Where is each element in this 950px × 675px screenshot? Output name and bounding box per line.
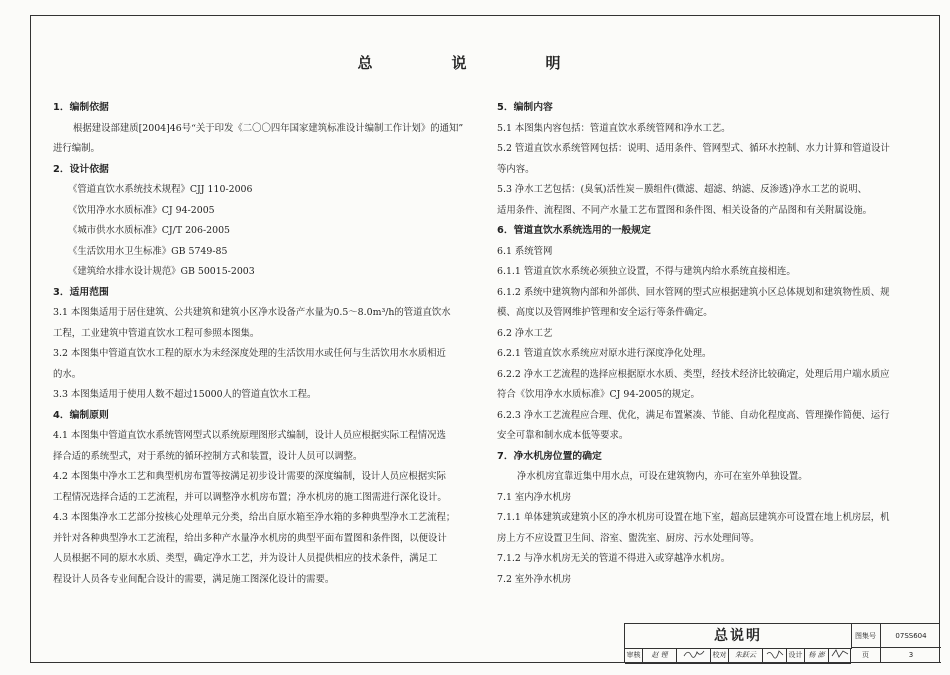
- paragraph-line: 5.2 管道直饮水系统管网包括：说明、适用条件、管网型式、循环水控制、水力计算和管道设计: [497, 143, 890, 154]
- paragraph-line: 符合《饮用净水水质标准》CJ 94-2005的规定。: [497, 389, 700, 400]
- paragraph-line: 3.1 本图集适用于居住建筑、公共建筑和建筑小区净水设备产水量为0.5～8.0m³/h的管道直饮水: [53, 307, 451, 318]
- paragraph-line: 4.2 本图集中净水工艺和典型机房布置等按满足初步设计需要的深度编制，设计人员应根据实际: [53, 471, 446, 482]
- reference-line: 《建筑给水排水设计规范》GB 50015-2003: [68, 266, 255, 277]
- paragraph-line: 并针对各种典型净水工艺流程，给出多种产水量净水机房的典型平面布置图和条件图，以便设计: [53, 532, 447, 544]
- paragraph-line: 安全可靠和制水成本低等要求。: [497, 430, 629, 441]
- paragraph-line: 模、高度以及管网维护管理和安全运行等条件确定。: [497, 307, 713, 318]
- paragraph-line: 6.2.3 净水工艺流程应合理、优化，满足布置紧凑、节能、自动化程度高、管理操作简便、运行: [497, 409, 890, 421]
- paragraph-line: 进行编制。: [53, 143, 100, 154]
- reference-line: 《管道直饮水系统技术规程》CJJ 110-2006: [68, 184, 253, 195]
- reference-line: 《城市供水水质标准》CJ/T 206-2005: [68, 225, 230, 236]
- atlas-number-label: 图集号: [851, 624, 881, 648]
- page-title: 总 说 明: [357, 54, 593, 72]
- reference-line: 《生活饮用水卫生标准》GB 5749-85: [68, 245, 228, 257]
- reference-line: 《饮用净水水质标准》CJ 94-2005: [68, 204, 215, 216]
- section-heading: 5．编制内容: [497, 102, 553, 113]
- checker-name: 朱跃云: [729, 648, 763, 663]
- paragraph-line: 5.1 本图集内容包括：管道直饮水系统管网和净水工艺。: [497, 122, 731, 134]
- section-heading: 4．编制原则: [53, 409, 109, 421]
- paragraph-line: 适用条件、流程图、不同产水量工艺布置图和条件图、相关设备的产品图和有关附属设施。: [497, 204, 873, 216]
- section-heading: 7．净水机房位置的确定: [497, 450, 602, 462]
- reviewer-signature: [677, 648, 711, 663]
- paragraph-line: 择合适的系统型式，对于系统的循环控制方式和装置，设计人员可以调整。: [53, 450, 363, 462]
- paragraph-line: 人员根据不同的原水水质、类型，确定净水工艺，并为设计人员提供相应的技术条件，满足工: [53, 553, 438, 564]
- paragraph-line: 5.3 净水工艺包括：(臭氧)活性炭－膜组件(微滤、超滤、纳滤、反渗透)净水工艺的说明、: [497, 184, 868, 195]
- review-label: 审核: [625, 648, 643, 663]
- right-column: [497, 98, 902, 590]
- paragraph-line: 6.2.2 净水工艺流程的选择应根据原水水质、类型，经技术经济比较确定，处理后用户端水质应: [497, 368, 890, 380]
- paragraph-line: 净水机房宜靠近集中用水点，可设在建筑物内，亦可在室外单独设置。: [517, 471, 808, 482]
- paragraph-line: 工程，工业建筑中管道直饮水工程可参照本图集。: [53, 327, 260, 339]
- page-number: 3: [881, 648, 941, 663]
- paragraph-line: 7.1.1 单体建筑或建筑小区的净水机房可设置在地下室，超高层建筑亦可设置在地上机房层，机: [497, 512, 890, 523]
- signature-row: [625, 648, 851, 664]
- paragraph-line: 程设计人员各专业间配合设计的需要，满足施工图深化设计的需要。: [53, 573, 335, 585]
- paragraph-line: 房上方不应设置卫生间、浴室、盥洗室、厨房、污水处理间等。: [497, 532, 760, 544]
- section-heading: 2．设计依据: [53, 163, 109, 175]
- paragraph-line: 6.2.1 管道直饮水系统应对原水进行深度净化处理。: [497, 348, 712, 359]
- paragraph-line: 6.1 系统管网: [497, 245, 553, 257]
- check-label: 校对: [711, 648, 729, 663]
- paragraph-line: 4.3 本图集净水工艺部分按核心处理单元分类，给出自原水箱至净水箱的多种典型净水工艺流程；: [53, 512, 456, 523]
- designer-name: 杨 澎: [805, 648, 829, 663]
- paragraph-line: 等内容。: [497, 163, 535, 175]
- paragraph-line: 根据建设部建质[2004]46号“关于印发《二〇〇四年国家建筑标准设计编制工作计划》的通知”: [73, 122, 464, 134]
- paragraph-line: 3.3 本图集适用于使用人数不超过15000人的管道直饮水工程。: [53, 389, 317, 400]
- section-heading: 6．管道直饮水系统选用的一般规定: [497, 225, 651, 236]
- title-block: [624, 623, 940, 663]
- paragraph-line: 7.1 室内净水机房: [497, 491, 572, 503]
- drawing-name: 总说明: [625, 624, 852, 649]
- paragraph-line: 的水。: [53, 368, 82, 380]
- left-column: [53, 98, 464, 590]
- paragraph-line: 7.1.2 与净水机房无关的管道不得进入或穿越净水机房。: [497, 553, 731, 564]
- paragraph-line: 4.1 本图集中管道直饮水系统管网型式以系统原理图形式编制，设计人员应根据实际工程情况选: [53, 430, 446, 441]
- signature-scribble: [831, 648, 849, 659]
- design-label: 设计: [787, 648, 805, 663]
- paragraph-line: 6.1.2 系统中建筑物内部和外部供、回水管网的型式应根据建筑小区总体规划和建筑物性质、规: [497, 286, 890, 298]
- signature-scribble: [683, 648, 705, 659]
- paragraph-line: 6.1.1 管道直饮水系统必须独立设置，不得与建筑内给水系统直接相连。: [497, 266, 796, 277]
- paragraph-line: 7.2 室外净水机房: [497, 573, 572, 585]
- paragraph-line: 3.2 本图集中管道直饮水工程的原水为未经深度处理的生活饮用水或任何与生活饮用水水质相近: [53, 348, 446, 359]
- section-heading: 3．适用范围: [53, 286, 109, 298]
- section-heading: 1．编制依据: [53, 102, 109, 113]
- reviewer-name: 赵 锂: [643, 648, 677, 663]
- page-label: 页: [851, 648, 881, 663]
- paragraph-line: 工程情况选择合适的工艺流程，并可以调整净水机房布置；净水机房的施工图需进行深化设计。: [53, 491, 447, 503]
- signature-scribble: [766, 648, 784, 659]
- paragraph-line: 6.2 净水工艺: [497, 327, 553, 339]
- designer-signature: [829, 648, 851, 663]
- checker-signature: [763, 648, 787, 663]
- atlas-number: 07SS604: [881, 624, 941, 648]
